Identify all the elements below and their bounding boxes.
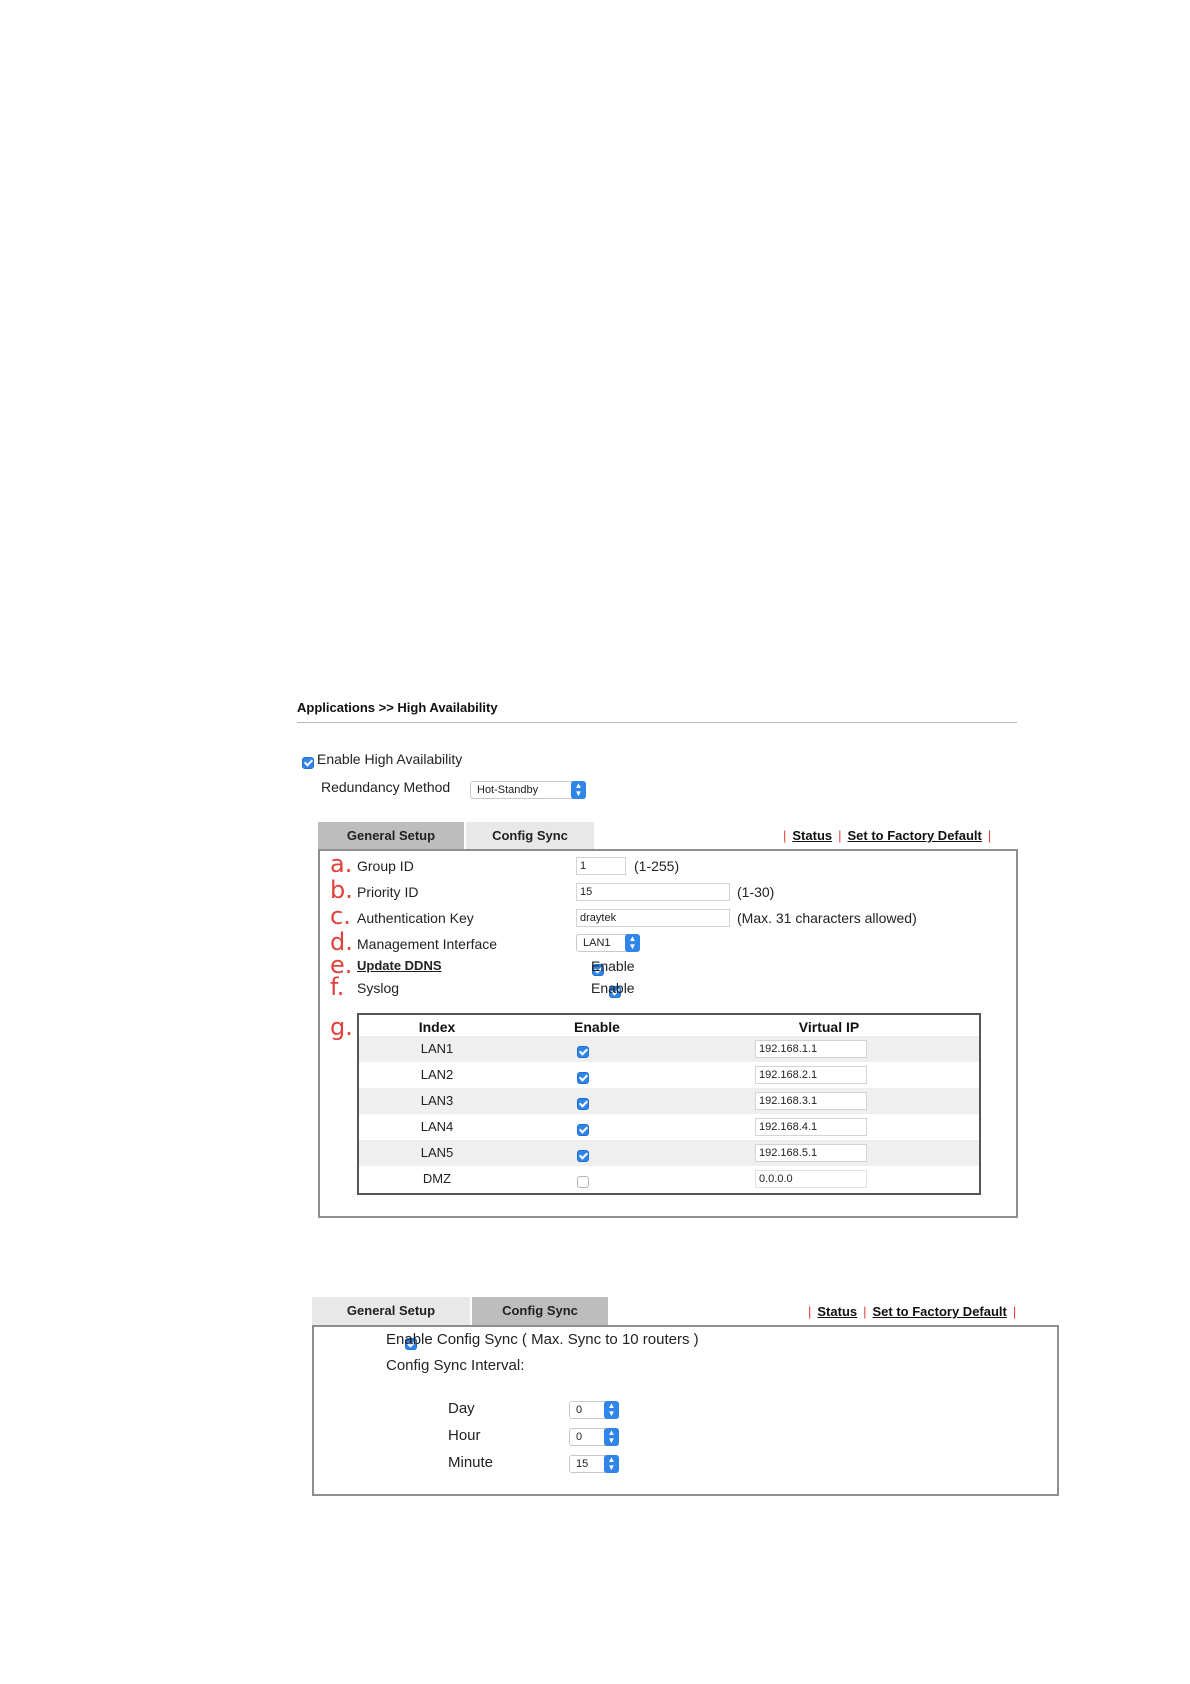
row-index: LAN5 bbox=[420, 1145, 454, 1160]
row-enable-checkbox[interactable] bbox=[577, 1176, 589, 1188]
select-arrows-icon: ▲ ▼ bbox=[604, 1428, 619, 1446]
priority-id-input[interactable]: 15 bbox=[576, 883, 730, 901]
enable-ha-checkbox[interactable] bbox=[302, 757, 314, 769]
marker-f: f. bbox=[330, 973, 345, 1001]
breadcrumb: Applications >> High Availability bbox=[297, 700, 498, 715]
row-index: DMZ bbox=[422, 1171, 452, 1186]
redundancy-method-select[interactable] bbox=[470, 781, 586, 799]
marker-d: d. bbox=[330, 928, 353, 956]
minute-value: 15 bbox=[576, 1458, 589, 1470]
redundancy-method-value: Hot-Standby bbox=[477, 784, 539, 796]
mgmt-interface-select[interactable] bbox=[576, 934, 640, 952]
config-sync-panel bbox=[312, 1325, 1059, 1496]
link-separator: | bbox=[987, 828, 992, 843]
link-separator: | bbox=[838, 828, 842, 843]
table-row bbox=[359, 1088, 979, 1114]
enable-config-sync-label: Enable Config Sync ( Max. Sync to 10 routers ) bbox=[386, 1331, 699, 1348]
marker-g: g. bbox=[330, 1013, 353, 1041]
redundancy-method-label: Redundancy Method bbox=[321, 779, 451, 795]
factory-default-link[interactable]: Set to Factory Default bbox=[847, 828, 982, 843]
enable-ha-label: Enable High Availability bbox=[317, 751, 463, 767]
auth-key-label: Authentication Key bbox=[357, 910, 474, 926]
priority-id-label: Priority ID bbox=[357, 884, 419, 900]
header-divider bbox=[297, 722, 1017, 723]
status-link[interactable]: Status bbox=[817, 1304, 858, 1319]
header-index: Index bbox=[418, 1019, 456, 1035]
row-index: LAN1 bbox=[420, 1041, 454, 1056]
auth-key-input[interactable]: draytek bbox=[576, 909, 730, 927]
marker-a: a. bbox=[330, 850, 353, 878]
select-arrows-icon: ▲ ▼ bbox=[571, 781, 586, 799]
update-ddns-link[interactable]: Update DDNS bbox=[357, 958, 442, 973]
table-row bbox=[359, 1140, 979, 1166]
row-virtual-ip-input[interactable]: 192.168.1.1 bbox=[755, 1040, 867, 1058]
config-sync-interval-label: Config Sync Interval: bbox=[386, 1357, 525, 1374]
marker-b: b. bbox=[330, 876, 353, 904]
table-row bbox=[359, 1036, 979, 1062]
group-id-hint: (1-255) bbox=[634, 858, 680, 874]
hour-select[interactable] bbox=[569, 1428, 619, 1446]
link-separator: | bbox=[1012, 1304, 1017, 1319]
row-virtual-ip-input[interactable]: 192.168.4.1 bbox=[755, 1118, 867, 1136]
day-label: Day bbox=[448, 1400, 475, 1417]
syslog-enable-label: Enable bbox=[591, 980, 635, 996]
tab-general-setup[interactable]: General Setup bbox=[318, 822, 464, 850]
row-virtual-ip-input[interactable]: 0.0.0.0 bbox=[755, 1170, 867, 1188]
tab-config-sync[interactable]: Config Sync bbox=[466, 822, 594, 850]
group-id-input[interactable]: 1 bbox=[576, 857, 626, 875]
mgmt-interface-label: Management Interface bbox=[357, 936, 498, 952]
row-enable-checkbox[interactable] bbox=[577, 1098, 589, 1110]
syslog-label: Syslog bbox=[357, 980, 400, 996]
mgmt-interface-value: LAN1 bbox=[583, 937, 611, 949]
hour-label: Hour bbox=[448, 1427, 481, 1444]
row-enable-checkbox[interactable] bbox=[577, 1124, 589, 1136]
minute-select[interactable] bbox=[569, 1455, 619, 1473]
tab-general-setup[interactable]: General Setup bbox=[312, 1297, 470, 1325]
panel-links bbox=[802, 1304, 1022, 1319]
factory-default-link[interactable]: Set to Factory Default bbox=[872, 1304, 1007, 1319]
row-index: LAN2 bbox=[420, 1067, 454, 1082]
status-link[interactable]: Status bbox=[792, 828, 833, 843]
header-virtual-ip: Virtual IP bbox=[798, 1019, 860, 1035]
link-separator: | bbox=[783, 828, 787, 843]
select-arrows-icon: ▲ ▼ bbox=[604, 1401, 619, 1419]
row-virtual-ip-input[interactable]: 192.168.2.1 bbox=[755, 1066, 867, 1084]
virtual-ip-table bbox=[357, 1013, 981, 1195]
row-virtual-ip-input[interactable]: 192.168.5.1 bbox=[755, 1144, 867, 1162]
row-virtual-ip-input[interactable]: 192.168.3.1 bbox=[755, 1092, 867, 1110]
group-id-label: Group ID bbox=[357, 858, 414, 874]
header-enable: Enable bbox=[574, 1019, 620, 1035]
row-enable-checkbox[interactable] bbox=[577, 1046, 589, 1058]
panel-links bbox=[777, 828, 997, 843]
auth-key-hint: (Max. 31 characters allowed) bbox=[737, 910, 917, 926]
table-row bbox=[359, 1062, 979, 1088]
row-enable-checkbox[interactable] bbox=[577, 1072, 589, 1084]
minute-label: Minute bbox=[448, 1454, 494, 1471]
marker-e: e. bbox=[330, 951, 353, 979]
tab-config-sync[interactable]: Config Sync bbox=[472, 1297, 608, 1325]
row-index: LAN3 bbox=[420, 1093, 454, 1108]
update-ddns-enable-label: Enable bbox=[591, 958, 635, 974]
row-enable-checkbox[interactable] bbox=[577, 1150, 589, 1162]
marker-c: c. bbox=[330, 902, 351, 930]
link-separator: | bbox=[808, 1304, 812, 1319]
select-arrows-icon: ▲ ▼ bbox=[604, 1455, 619, 1473]
hour-value: 0 bbox=[576, 1431, 583, 1443]
select-arrows-icon: ▲ ▼ bbox=[625, 934, 640, 952]
table-row bbox=[359, 1114, 979, 1140]
link-separator: | bbox=[863, 1304, 867, 1319]
priority-id-hint: (1-30) bbox=[737, 884, 775, 900]
row-index: LAN4 bbox=[420, 1119, 454, 1134]
day-select[interactable] bbox=[569, 1401, 619, 1419]
day-value: 0 bbox=[576, 1404, 583, 1416]
table-row bbox=[359, 1166, 979, 1192]
